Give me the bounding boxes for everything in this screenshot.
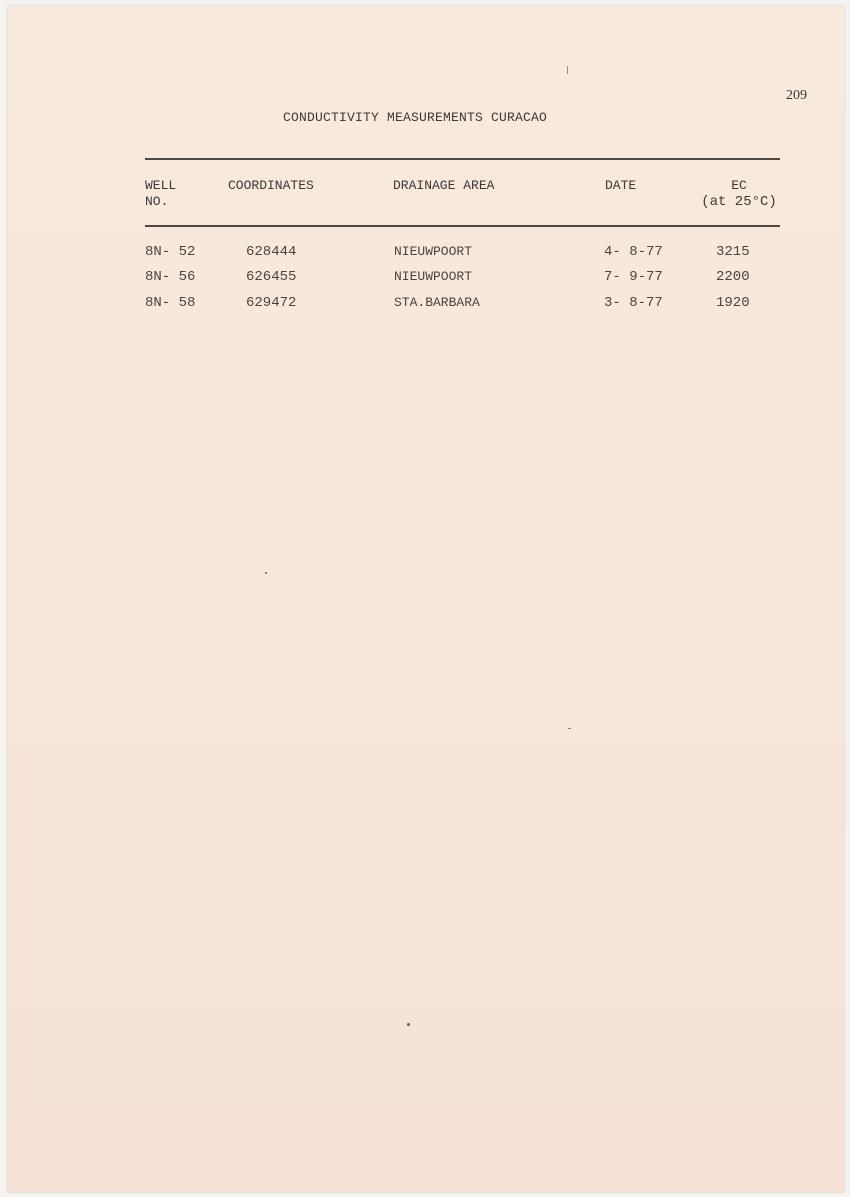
paper-speck [265,572,267,574]
cell-coordinates: 629472 [246,295,297,311]
paper-speck [407,1023,410,1026]
cell-ec: 3215 [716,244,750,260]
paper-speck [568,728,571,729]
cell-date: 4- 8-77 [604,244,663,260]
header-ec-line2: (at 25°C) [701,194,777,210]
header-date: DATE [605,178,637,193]
cell-date: 3- 8-77 [604,295,663,311]
table-header-rule [145,225,780,227]
cell-drainage-area: STA.BARBARA [394,295,480,310]
cell-well-no: 8N- 52 [145,244,196,260]
document-page [8,6,844,1192]
cell-coordinates: 626455 [246,269,297,285]
header-ec [698,178,780,210]
header-well-line2: NO. [145,194,169,209]
header-ec-line1: EC [731,178,747,193]
cell-ec: 2200 [716,269,750,285]
page-title: CONDUCTIVITY MEASUREMENTS CURACAO [283,110,548,125]
header-coordinates: COORDINATES [228,178,314,193]
header-well-no [145,178,176,210]
header-drainage-area: DRAINAGE AREA [393,178,495,193]
cell-drainage-area: NIEUWPOORT [394,269,473,284]
cell-well-no: 8N- 58 [145,295,196,311]
cell-ec: 1920 [716,295,750,311]
cell-well-no: 8N- 56 [145,269,196,285]
cell-drainage-area: NIEUWPOORT [394,244,473,259]
page-number: 209 [786,88,807,103]
table-top-rule [145,158,780,160]
header-well-line1: WELL [145,178,177,193]
table-row [8,244,844,266]
paper-speck [567,66,568,74]
table-row [8,269,844,291]
cell-date: 7- 9-77 [604,269,663,285]
cell-coordinates: 628444 [246,244,297,260]
table-row [8,295,844,317]
